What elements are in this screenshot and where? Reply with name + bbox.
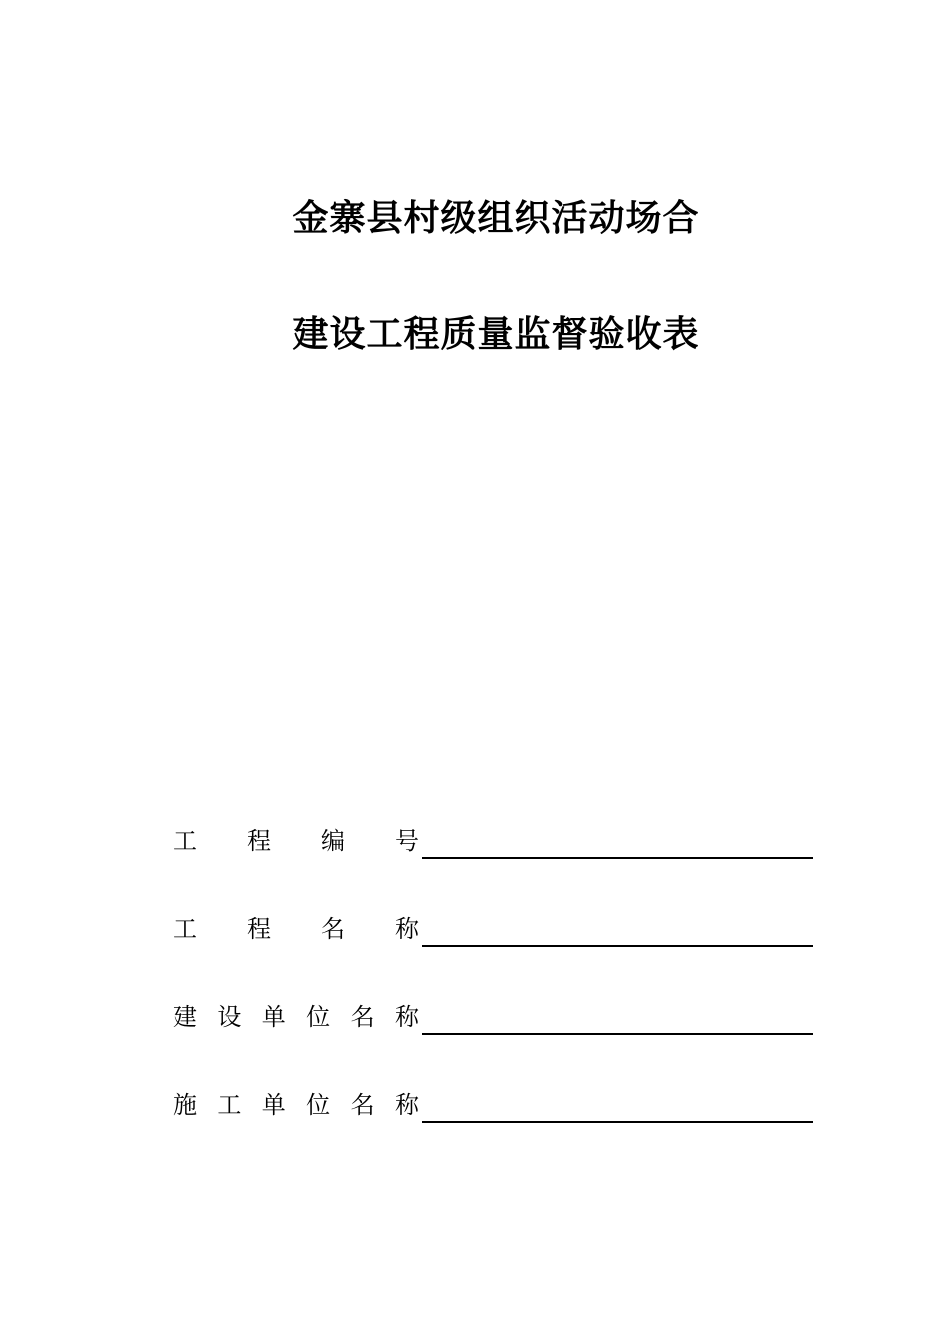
label-char: 工 <box>173 827 197 855</box>
field-label <box>173 823 419 859</box>
label-char: 名 <box>321 915 345 943</box>
fill-in-blank-line[interactable] <box>422 857 813 859</box>
label-char: 称 <box>395 915 419 943</box>
field-label <box>173 1087 419 1123</box>
label-char: 名 <box>350 1003 375 1031</box>
label-char: 称 <box>394 1091 419 1119</box>
label-char: 设 <box>217 1003 242 1031</box>
field-project-number <box>173 823 813 859</box>
field-contractor-unit-name <box>173 1087 813 1123</box>
label-char: 程 <box>247 915 271 943</box>
document-title-line-2: 建设工程质量监督验收表 <box>292 313 700 355</box>
label-char: 单 <box>261 1091 286 1119</box>
field-label <box>173 911 419 947</box>
label-char: 位 <box>306 1003 331 1031</box>
label-char: 位 <box>306 1091 331 1119</box>
label-char: 称 <box>394 1003 419 1031</box>
document-title-line-1: 金寨县村级组织活动场合 <box>292 197 700 239</box>
label-char: 施 <box>173 1091 197 1119</box>
label-char: 程 <box>247 827 271 855</box>
label-char: 工 <box>217 1091 242 1119</box>
fill-in-blank-line[interactable] <box>422 1121 813 1123</box>
field-owner-unit-name <box>173 999 813 1035</box>
field-label <box>173 999 419 1035</box>
field-project-name <box>173 911 813 947</box>
label-char: 名 <box>350 1091 375 1119</box>
label-char: 单 <box>261 1003 286 1031</box>
fill-in-blank-line[interactable] <box>422 945 813 947</box>
label-char: 建 <box>173 1003 197 1031</box>
label-char: 号 <box>395 827 419 855</box>
label-char: 编 <box>321 827 345 855</box>
fill-in-blank-line[interactable] <box>422 1033 813 1035</box>
label-char: 工 <box>173 915 197 943</box>
